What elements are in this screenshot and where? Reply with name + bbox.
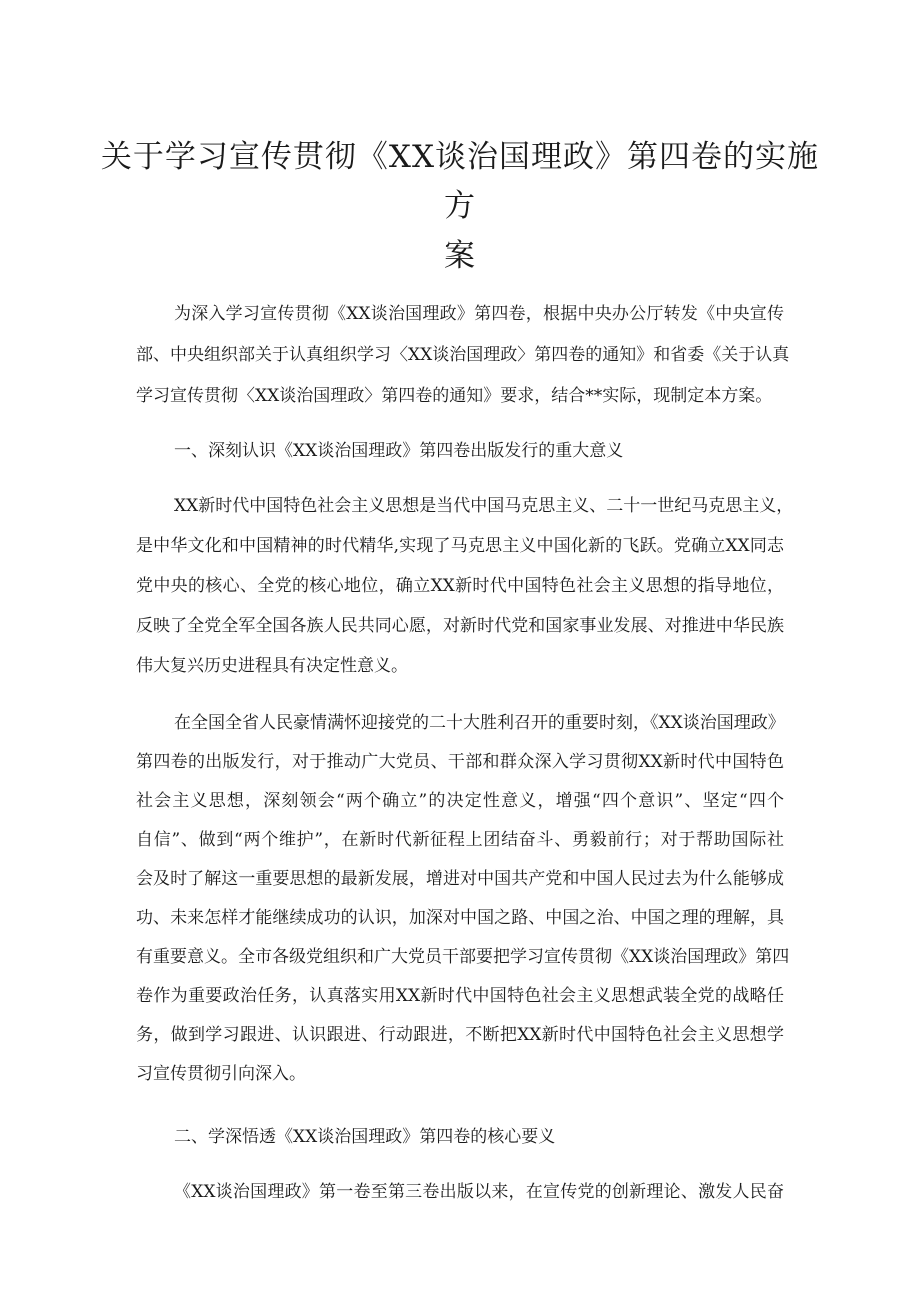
document-title-line-3: 案 (444, 238, 476, 274)
paragraph-line: 反映了全党全军全国各族人民共同心愿，对新时代党和国家事业发展、对推进中华民族 (136, 616, 784, 636)
paragraph-line: 卷作为重要政治任务，认真落实用XX新时代中国特色社会主义思想武装全党的战略任 (136, 986, 784, 1006)
section-heading: 二、学深悟透《XX谈治国理政》第四卷的核心要义 (174, 1127, 556, 1147)
paragraph-line: 在全国全省人民豪情满怀迎接党的二十大胜利召开的重要时刻，《XX谈治国理政》 (174, 713, 785, 733)
intro-line: 为深入学习宣传贯彻《XX谈治国理政》第四卷，根据中央办公厅转发《中央宣传 (174, 304, 784, 324)
paragraph-line: 党中央的核心、全党的核心地位，确立XX新时代中国特色社会主义思想的指导地位， (136, 576, 784, 596)
document-title-line-2: 方 (444, 188, 476, 224)
paragraph-line: 自信”、做到“两个维护”，在新时代新征程上团结奋斗、勇毅前行；对于帮助国际社 (136, 830, 784, 850)
intro-line: 部、中央组织部关于认真组织学习〈XX谈治国理政〉第四卷的通知》和省委《关于认真 (136, 345, 790, 365)
intro-line: 学习宣传贯彻〈XX谈治国理政〉第四卷的通知》要求，结合**实际，现制定本方案。 (136, 386, 773, 406)
paragraph-line: 会及时了解这一重要思想的最新发展，增进对中国共产党和中国人民过去为什么能够成 (136, 869, 784, 889)
paragraph-line: 第四卷的出版发行，对于推动广大党员、干部和群众深入学习贯彻XX新时代中国特色 (136, 752, 784, 772)
paragraph-line: 功、未来怎样才能继续成功的认识，加深对中国之路、中国之治、中国之理的理解，具 (136, 908, 784, 928)
paragraph-line: XX新时代中国特色社会主义思想是当代中国马克思主义、二十一世纪马克思主义， (174, 496, 794, 516)
paragraph-line: 习宣传贯彻引向深入。 (136, 1064, 306, 1084)
paragraph-line: 《XX谈治国理政》第一卷至第三卷出版以来，在宣传党的创新理论、激发人民奋 (174, 1182, 784, 1202)
paragraph-line: 伟大复兴历史进程具有决定性意义。 (136, 656, 408, 676)
document-title-line-1: 关于学习宣传贯彻《XX谈治国理政》第四卷的实施 (100, 139, 820, 175)
paragraph-line: 社会主义思想，深刻领会“两个确立”的决定性意义，增强“四个意识”、坚定“四个 (136, 791, 784, 811)
paragraph-line: 有重要意义。全市各级党组织和广大党员干部要把学习宣传贯彻《XX谈治国理政》第四 (136, 947, 790, 967)
paragraph-line: 是中华文化和中国精神的时代精华,实现了马克思主义中国化新的飞跃。党确立XX同志 (136, 536, 784, 556)
paragraph-line: 务，做到学习跟进、认识跟进、行动跟进，不断把XX新时代中国特色社会主义思想学 (136, 1025, 784, 1045)
section-heading: 一、深刻认识《XX谈治国理政》第四卷出版发行的重大意义 (174, 441, 624, 461)
